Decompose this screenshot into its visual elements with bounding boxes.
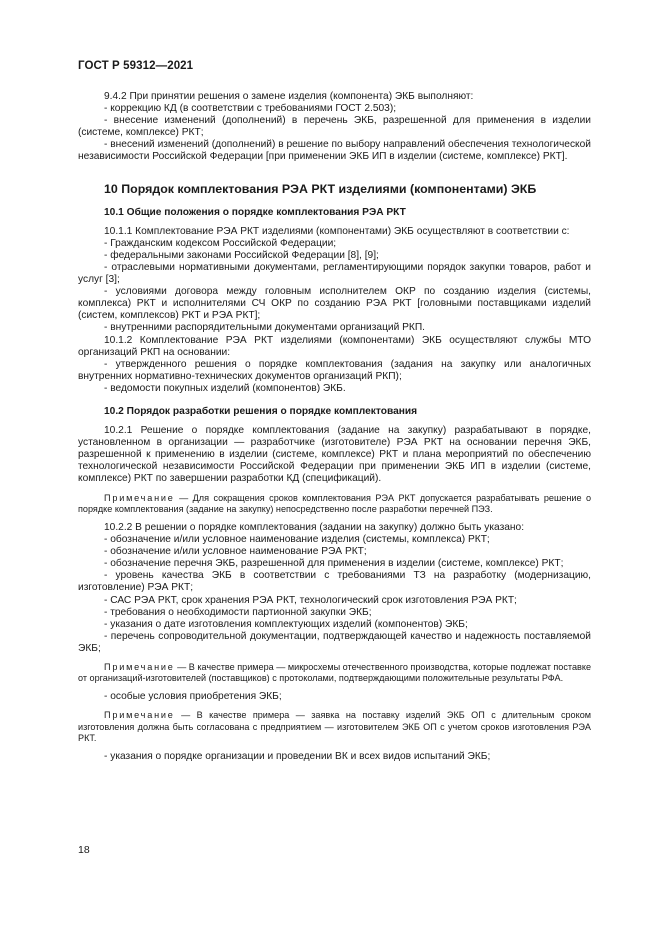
- list-item: - особые условия приобретения ЭКБ;: [104, 691, 282, 703]
- list-item: - отраслевыми нормативными документами, регламентирующими порядок закупки товаров, работ и услуг [3];: [78, 261, 591, 286]
- subsection-heading-10-2: 10.2 Порядок разработки решения о порядке комплектования: [104, 405, 418, 417]
- list-item: - уровень качества ЭКБ в соответствии с требованиями ТЗ на разработку (модернизацию, изготовление) РЭА РКТ;: [78, 570, 591, 594]
- list-item: - САС РЭА РКТ, срок хранения РЭА РКТ, технологический срок изготовления РЭА РКТ;: [104, 594, 517, 606]
- paragraph-10-2-2: 10.2.2 В решении о порядке комплектования (задании на закупку) должно быть указано:: [104, 521, 525, 533]
- document-header: ГОСТ Р 59312—2021: [78, 60, 194, 72]
- list-item: - коррекцию КД (в соответствии с требованиями ГОСТ 2.503);: [104, 103, 397, 115]
- list-item: - федеральными законами Российской Федерации [8], [9];: [104, 249, 379, 261]
- list-item: - Гражданским кодексом Российской Федерации;: [104, 237, 337, 249]
- list-item: - внутренними распорядительными документами организаций РКП.: [104, 322, 426, 334]
- section-heading-10: 10 Порядок комплектования РЭА РКТ изделиями (компонентами) ЭКБ: [104, 181, 537, 196]
- note-label: Примечание: [104, 710, 175, 721]
- note: [78, 662, 591, 684]
- list-item: - указания о порядке организации и проведении ВК и всех видов испытаний ЭКБ;: [104, 751, 491, 763]
- list-item: - утвержденного решения о порядке комплектования (задания на закупку или аналогичных внутренних нормативно-технических документов организаций РКП);: [78, 358, 591, 382]
- subsection-heading-10-1: 10.1 Общие положения о порядке комплектования РЭА РКТ: [104, 206, 406, 218]
- list-item: - ведомости покупных изделий (компонентов) ЭКБ.: [104, 382, 346, 394]
- list-item: - условиями договора между головным исполнителем ОКР по созданию изделия (системы, комплекса) РКТ и исполнителями СЧ ОКР по созданию РЭА РКТ [головными поставщиками изделий (систем, комплексов) РКТ и РЭА РКТ];: [78, 286, 591, 322]
- list-item: - внесение изменений (дополнений) в перечень ЭКБ, разрешенной для применения в изделии (системе, комплексе) РКТ;: [78, 115, 591, 139]
- list-item: - обозначение и/или условное наименование РЭА РКТ;: [104, 546, 367, 558]
- paragraph-10-1-1: 10.1.1 Комплектование РЭА РКТ изделиями (компонентами) ЭКБ осуществляют в соответствии с:: [104, 225, 570, 237]
- note-text: — Для сокращения сроков комплектования РЭА РКТ допускается разрабатывать решение о порядке комплектования (задание на закупку) непосредственно после разработки перечней ПЭЗ.: [78, 492, 591, 514]
- note-text: — В качестве примера — заявка на поставку изделий ЭКБ ОП с длительным сроком изготовления должна быть согласована с предприятием — изготовителем ЭКБ ОП с учетом сроков изготовления РЭА РКТ.: [78, 710, 591, 743]
- list-item: - обозначение перечня ЭКБ, разрешенной для применения в изделии (системе, комплексе) РКТ;: [104, 558, 564, 570]
- note-text: — В качестве примера — микросхемы отечественного производства, которые подлежат поставке от организаций-изготовителей (поставщиков) с протоколами, подтверждающими положительные результаты РФА.: [78, 661, 591, 684]
- paragraph-10-1-2: 10.1.2 Комплектование РЭА РКТ изделиями (компонентами) ЭКБ осуществляют службы МТО организаций РКП на основании:: [78, 334, 591, 358]
- paragraph-9-4-2: 9.4.2 При принятии решения о замене изделия (компонента) ЭКБ выполняют:: [104, 91, 474, 102]
- list-item: - указания о дате изготовления комплектующих изделий (компонентов) ЭКБ;: [104, 618, 468, 630]
- page-body: [78, 91, 591, 763]
- note-label: Примечание: [104, 492, 175, 503]
- list-item: - обозначение и/или условное наименование изделия (системы, комплекса) РКТ;: [104, 534, 490, 546]
- paragraph-10-2-1: 10.2.1 Решение о порядке комплектования (задание на закупку) разрабатывают в порядке, установленном в организации — разработчике (изготовителе) РЭА РКТ на основании перечня ЭКБ, разрешенной к применению в изделии (системе, комплексе) РКТ и плана мероприятий по обеспечению технологической независимости Российской Федерации при применении ЭКБ ИП в изделии (системе, комплексе) РКТ по завершении разработки КД (спецификаций).: [78, 425, 591, 485]
- list-item: - перечень сопроводительной документации, подтверждающей качество и надежность поставляемой ЭКБ;: [78, 630, 591, 654]
- note: [78, 710, 591, 744]
- list-item: - внесений изменений (дополнений) в решение по выбору направлений обеспечения технологической независимости Российской Федерации [при применении ЭКБ ИП в изделии (системе, комплексе) РКТ].: [78, 139, 591, 163]
- note-label: Примечание: [104, 661, 175, 672]
- note: [78, 493, 591, 515]
- page-number: 18: [78, 844, 90, 856]
- list-item: - требования о необходимости партионной закупки ЭКБ;: [104, 606, 372, 618]
